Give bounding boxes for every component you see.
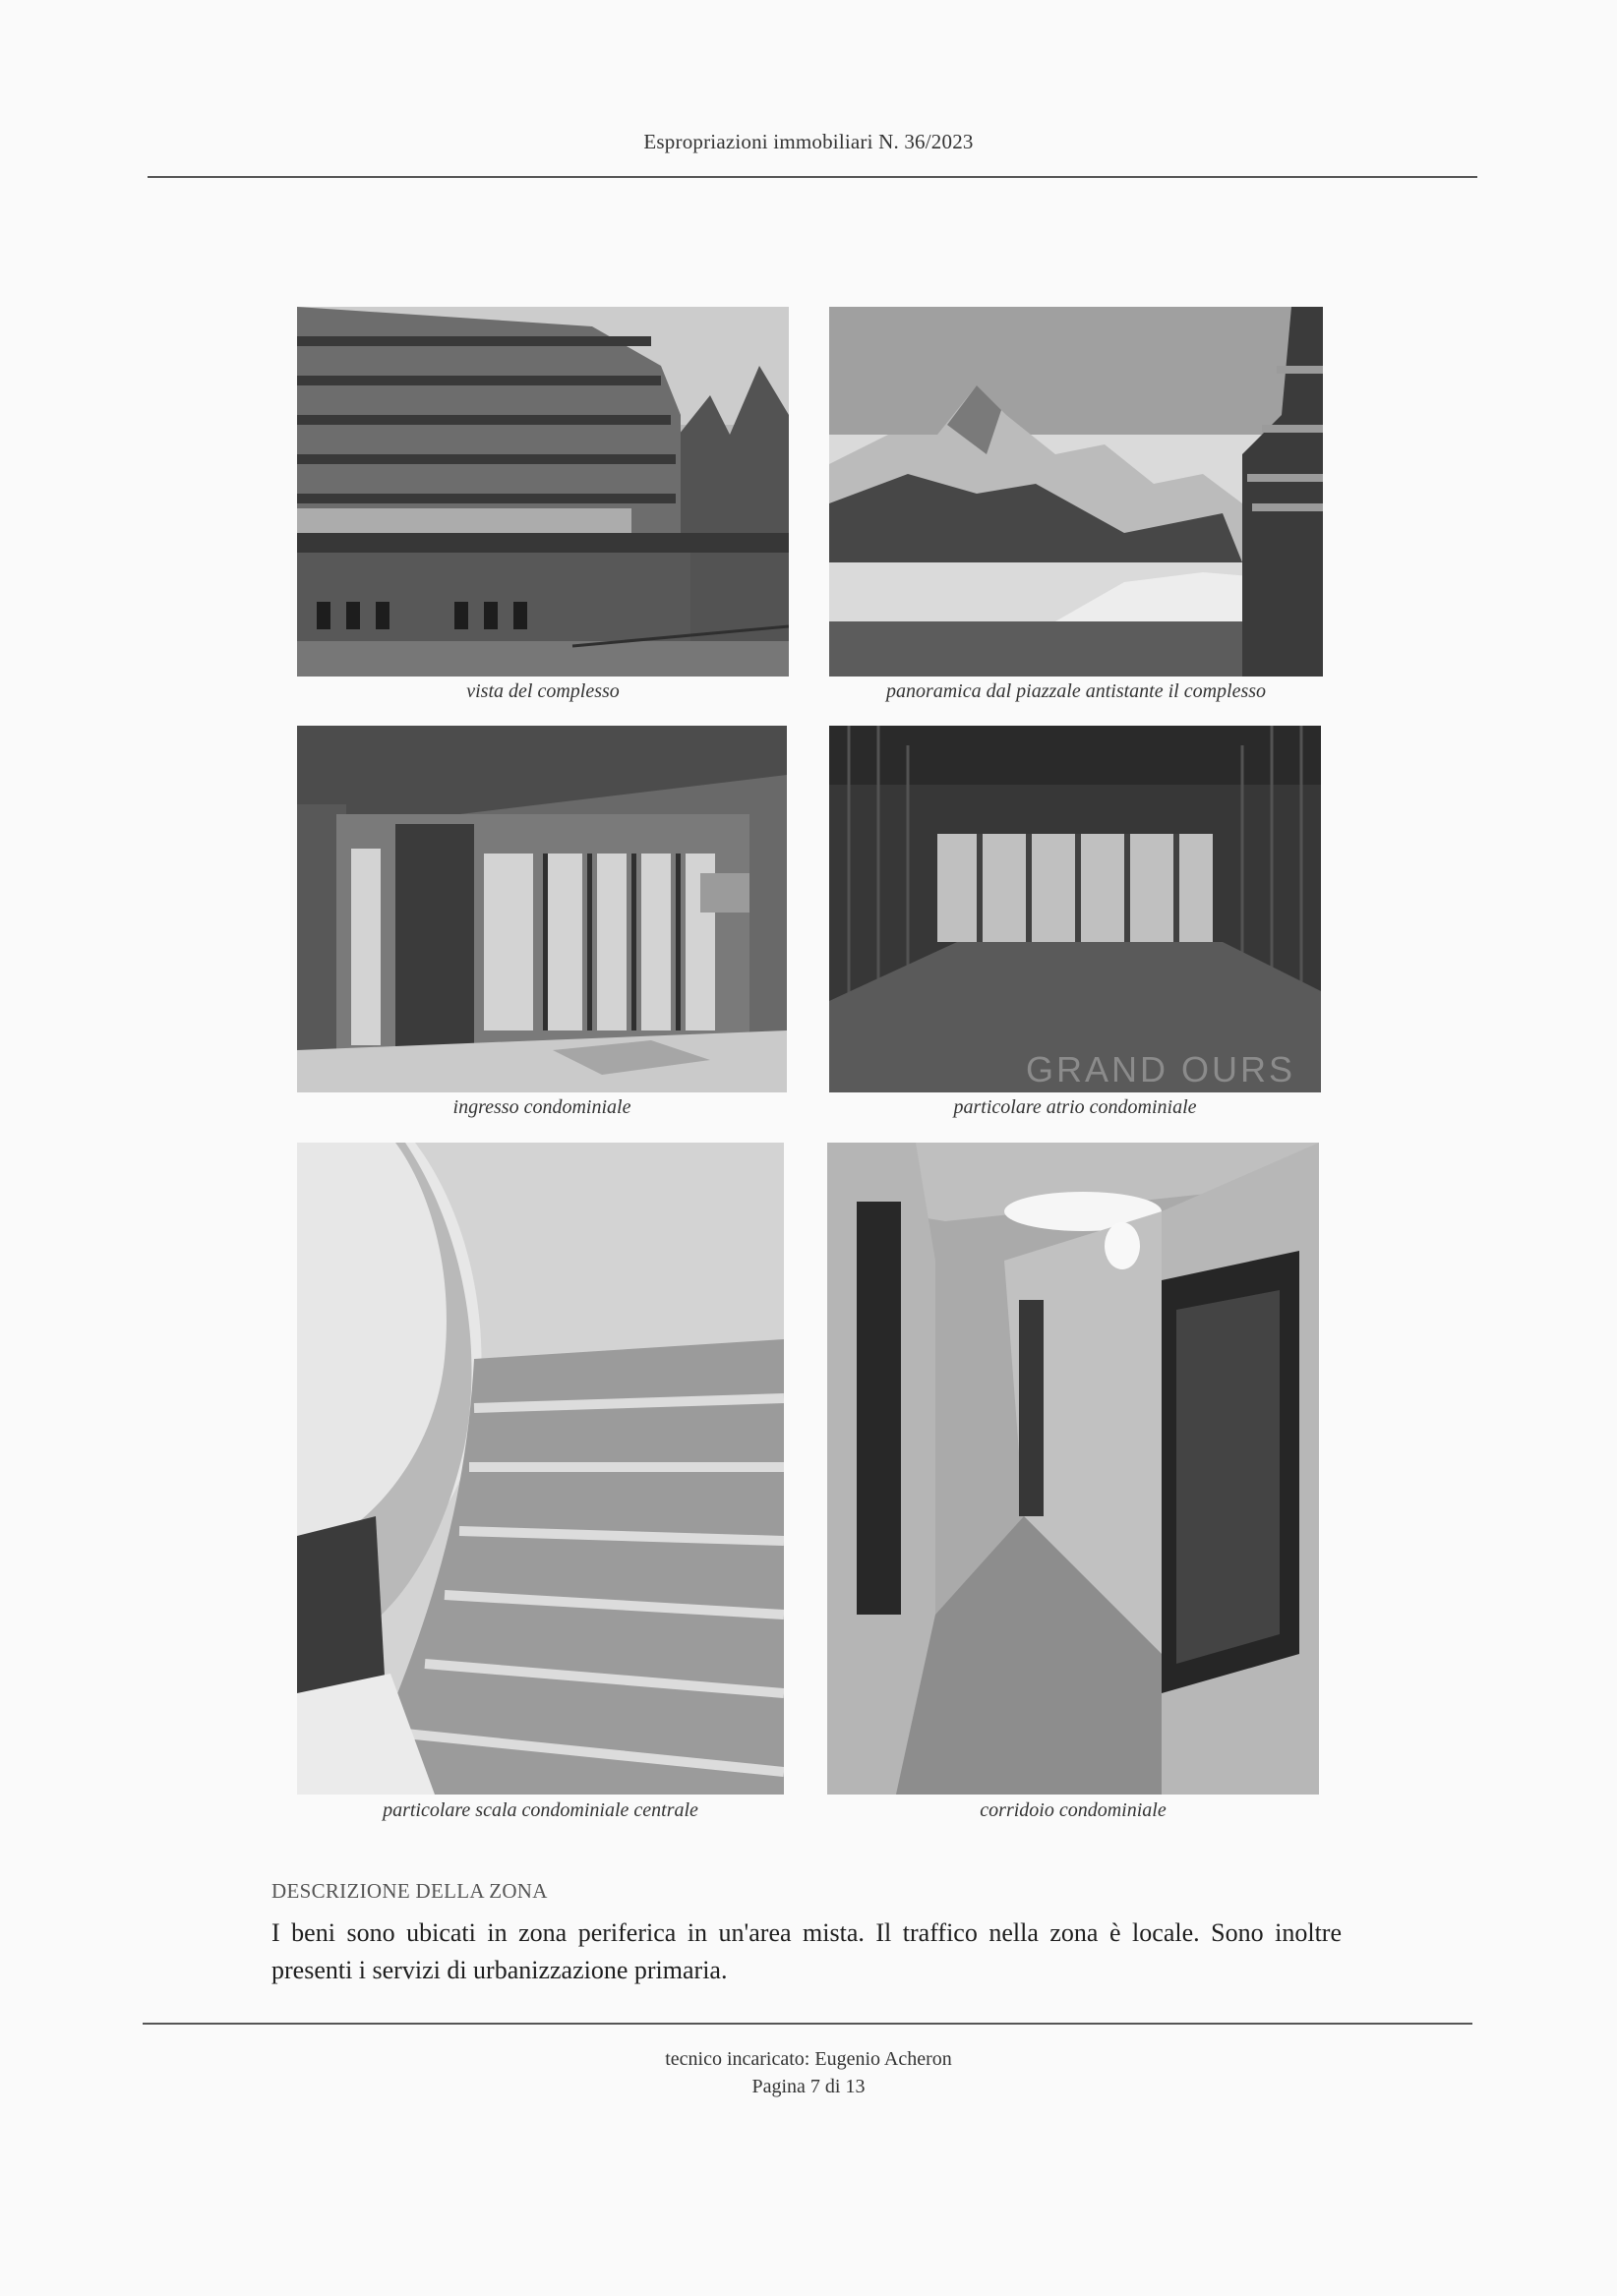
photo-caption: vista del complesso [466, 680, 620, 702]
header-divider [148, 176, 1477, 178]
photo-caption: particolare atrio condominiale [953, 1096, 1197, 1118]
photo-entrance [297, 726, 787, 1092]
photo-corridor [827, 1143, 1319, 1795]
photo-caption: panoramica dal piazzale antistante il complesso [885, 680, 1267, 702]
footer-technician: tecnico incaricato: Eugenio Acheron [665, 2048, 952, 2070]
photo-caption: corridoio condominiale [980, 1799, 1167, 1821]
document-header-title: Espropriazioni immobiliari N. 36/2023 [643, 130, 974, 153]
section-heading-zone: DESCRIZIONE DELLA ZONA [271, 1879, 548, 1903]
zone-description: I beni sono ubicati in zona periferica in un'area mista. Il traffico nella zona è locale. Sono inoltre presenti i servizi di urbanizzazione primaria. [271, 1918, 1342, 1984]
photo-lobby [829, 726, 1321, 1092]
photo-caption: particolare scala condominiale centrale [383, 1799, 698, 1821]
footer-page-number: Pagina 7 di 13 [751, 2076, 866, 2097]
photo-staircase [297, 1143, 784, 1795]
photo-building-view [297, 307, 789, 677]
photo-panorama [829, 307, 1323, 677]
footer-divider [143, 2023, 1472, 2025]
lobby-floor-lettering: GRAND OURS [1026, 1049, 1296, 1089]
photo-caption: ingresso condominiale [452, 1096, 631, 1118]
